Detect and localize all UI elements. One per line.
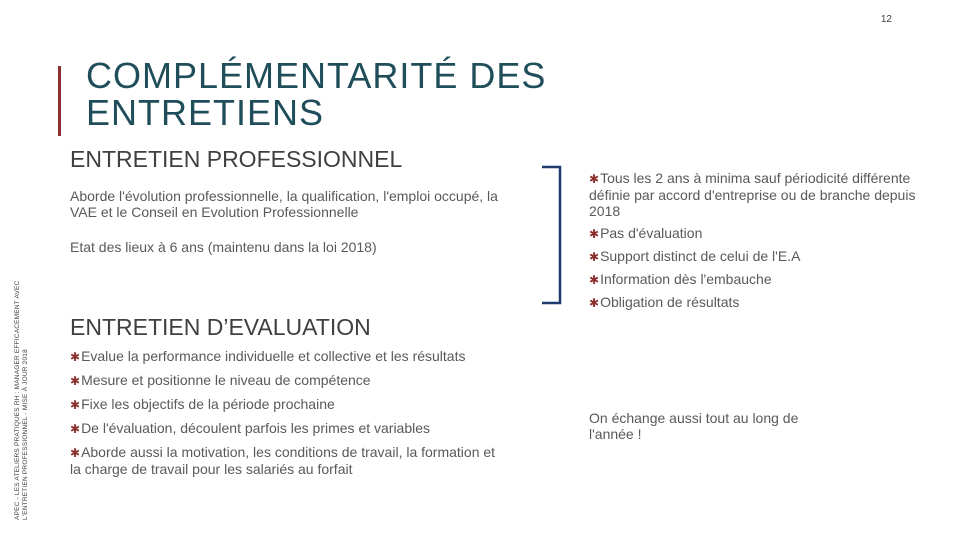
right-note: On échange aussi tout au long de l'année ! [589, 410, 799, 442]
list-item-text: Mesure et positionne le niveau de compétence [81, 372, 371, 388]
asterisk-bullet-icon: ✱ [70, 422, 81, 436]
pro-status: Etat des lieux à 6 ans (maintenu dans la loi 2018) [70, 239, 377, 255]
right-bracket-icon [538, 165, 566, 305]
side-caption-line1: APEC - LES ATELIERS PRATIQUES RH : MANAGER EFFICACEMENT AVEC [14, 280, 21, 520]
list-item-text: Evalue la performance individuelle et collective et les résultats [81, 348, 466, 364]
side-caption [14, 220, 30, 520]
asterisk-bullet-icon: ✱ [70, 398, 81, 412]
list-item-text: Tous les 2 ans à minima sauf périodicité différente définie par accord d'entreprise ou de branche depuis 2018 [589, 170, 916, 219]
asterisk-bullet-icon: ✱ [70, 350, 81, 364]
list-item-text: Support distinct de celui de l'E.A [600, 248, 801, 264]
evaluation-interview-features [70, 348, 500, 484]
list-item [70, 444, 500, 477]
asterisk-bullet-icon: ✱ [589, 296, 600, 310]
list-item [70, 420, 500, 437]
side-caption-line2: L'ENTRETIEN PROFESSIONNEL - MISE À JOUR 2018 [22, 349, 29, 520]
title-accent-bar [58, 66, 61, 136]
asterisk-bullet-icon: ✱ [589, 172, 600, 186]
asterisk-bullet-icon: ✱ [589, 227, 600, 241]
asterisk-bullet-icon: ✱ [589, 273, 600, 287]
list-item [70, 348, 500, 365]
page-title: COMPLÉMENTARITÉ DES ENTRETIENS [86, 55, 547, 133]
professional-interview-features [589, 170, 919, 317]
list-item [70, 372, 500, 389]
heading-entretien-professionnel: ENTRETIEN PROFESSIONNEL [70, 146, 403, 172]
list-item [589, 248, 919, 265]
list-item [589, 170, 919, 219]
list-item-text: Information dès l'embauche [600, 271, 772, 287]
pro-description: Aborde l'évolution professionnelle, la qualification, l'emploi occupé, la VAE et le Conseil en Evolution Professionnelle [70, 188, 498, 220]
list-item-text: Pas d'évaluation [600, 225, 703, 241]
list-item-text: Obligation de résultats [600, 294, 740, 310]
list-item [589, 271, 919, 288]
asterisk-bullet-icon: ✱ [589, 250, 600, 264]
list-item [589, 225, 919, 242]
list-item [70, 396, 500, 413]
list-item-text: Aborde aussi la motivation, les conditions de travail, la formation et la charge de travail pour les salariés au forfait [70, 444, 496, 477]
list-item [589, 294, 919, 311]
asterisk-bullet-icon: ✱ [70, 374, 81, 388]
heading-entretien-evaluation: ENTRETIEN D’EVALUATION [70, 314, 371, 340]
list-item-text: De l'évaluation, découlent parfois les primes et variables [81, 420, 431, 436]
page-number: 12 [880, 14, 892, 25]
list-item-text: Fixe les objectifs de la période prochaine [81, 396, 335, 412]
asterisk-bullet-icon: ✱ [70, 446, 81, 460]
